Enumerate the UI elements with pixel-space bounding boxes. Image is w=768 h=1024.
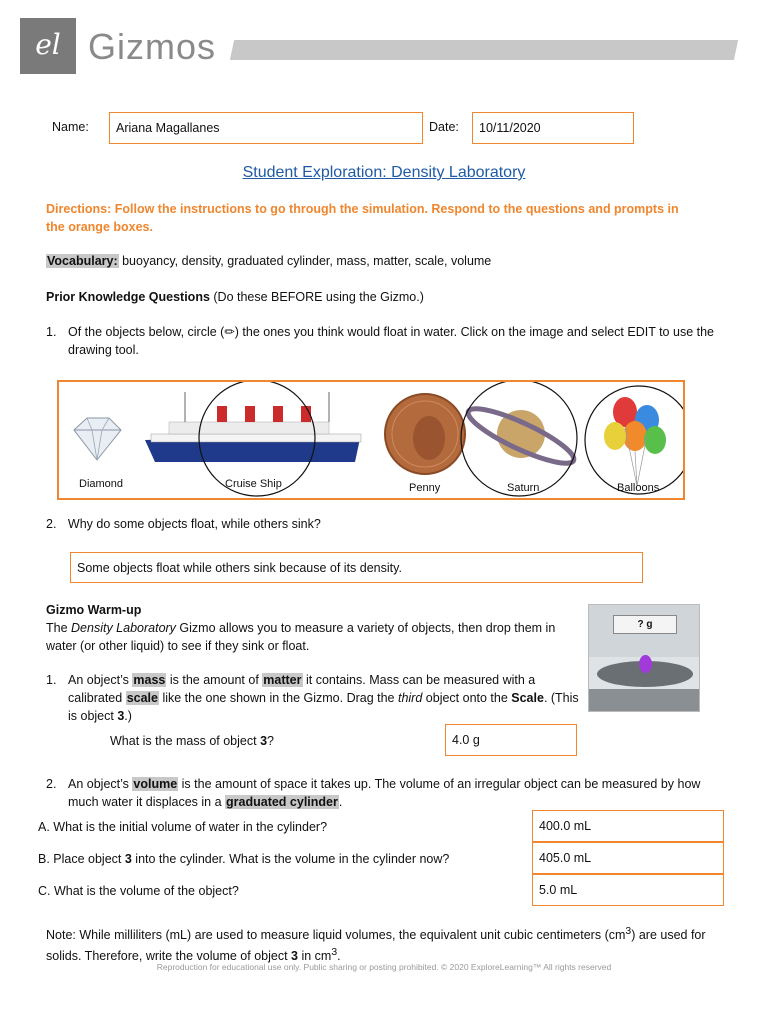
term-volume: volume [133,777,178,791]
warmup-intro: The Density Laboratory Gizmo allows you to measure a variety of objects, then drop them in water (or other liquid) to see if they sink or float. [46,621,556,653]
penny-icon [385,394,465,474]
scale-readout: ? g [613,615,677,634]
date-label: Date: [429,120,459,134]
warmup-question-2: 2. An object’s volume is the amount of space it takes up. The volume of an irregular object can be measured by how much water it displaces in a graduated cylinder. [46,777,701,809]
prior-question-1: 1. Of the objects below, circle (✏) the ones you think would float in water. Click on the image and select EDIT to use the drawing tool. [46,325,714,357]
volume-answer-a[interactable]: 400.0 mL [532,810,724,842]
cruise-ship-icon [145,392,361,462]
term-graduated-cylinder: graduated cylinder [226,795,338,809]
warmup-heading: Gizmo Warm-up [46,603,142,617]
copyright-footer: Reproduction for educational use only. Public sharing or posting prohibited. © 2020 ExploreLearning™ All rights reserved [156,962,612,972]
caption-cruise-ship: Cruise Ship [225,478,282,490]
explorelearning-logo: el [20,18,76,74]
term-matter: matter [263,673,302,687]
volume-answer-b[interactable]: 405.0 mL [532,842,724,874]
prior-knowledge-heading: Prior Knowledge Questions (Do these BEFORE using the Gizmo.) [46,290,424,304]
date-field[interactable]: 10/11/2020 [472,112,634,144]
objects-illustration [59,382,683,498]
warmup-question-1: 1. An object’s mass is the amount of matter it contains. Mass can be measured with a calibrated scale like the one shown in the Gizmo. Drag the third object onto the Scale. (This is object 3.) [46,673,579,723]
scale-base [589,689,700,712]
diamond-icon [74,418,121,460]
gizmo-scale-image[interactable] [588,604,700,712]
header-bar [230,40,738,60]
balloons-icon [604,397,666,486]
volume-answer-c[interactable]: 5.0 mL [532,874,724,906]
prior-question-2: 2. Why do some objects float, while others sink? [46,517,321,531]
caption-saturn: Saturn [507,482,540,494]
vocabulary-label: Vocabulary: [47,254,118,268]
term-scale: scale [126,691,158,705]
name-label: Name: [52,120,89,134]
objects-image[interactable] [57,380,685,500]
volume-question-c: C. What is the volume of the object? [38,884,239,898]
vocabulary-terms: buoyancy, density, graduated cylinder, mass, matter, scale, volume [118,254,492,268]
q2-answer-field[interactable]: Some objects float while others sink because of its density. [70,552,643,583]
directions-text: Directions: Follow the instructions to go through the simulation. Respond to the questions and prompts in the orange boxes. [46,202,679,234]
gizmos-brand: Gizmos [88,26,217,67]
worksheet-title: Student Exploration: Density Laboratory [242,164,526,181]
name-field[interactable]: Ariana Magallanes [109,112,423,144]
saturn-icon [463,400,579,473]
mass-answer-field[interactable]: 4.0 g [445,724,577,756]
mass-question: What is the mass of object 3? [110,734,274,748]
units-note: Note: While milliliters (mL) are used to measure liquid volumes, the equivalent unit cubic centimeters $(cm^3)$ are used for solids. Therefore, write the volume of object 3 in $cm^3$. [46,926,706,964]
caption-diamond: Diamond [79,478,124,490]
object-on-scale [639,655,652,673]
volume-question-b: B. Place object 3 into the cylinder. What is the volume in the cylinder now? [38,852,450,866]
volume-question-a: A. What is the initial volume of water in the cylinder? [38,820,328,834]
term-mass: mass [133,673,166,687]
caption-penny: Penny [409,482,441,494]
caption-balloons: Balloons [617,482,660,494]
vocabulary-line [46,252,491,270]
